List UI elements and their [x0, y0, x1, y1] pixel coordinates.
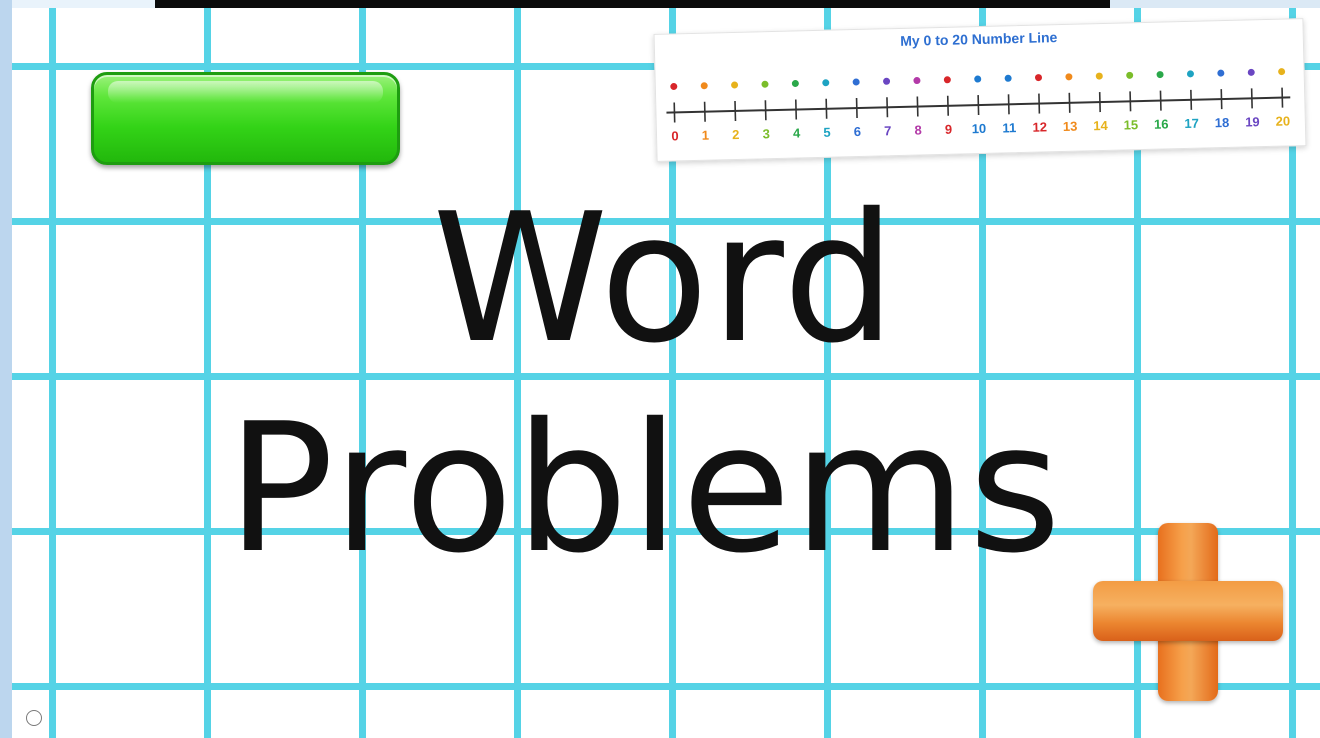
number-line-marker — [1005, 75, 1012, 82]
number-line-label: 15 — [1123, 117, 1139, 133]
number-line-marker — [701, 82, 708, 89]
number-line-label: 4 — [792, 125, 801, 141]
number-line-label: 12 — [1032, 119, 1048, 135]
number-line-marker — [913, 77, 920, 84]
number-line-label: 2 — [732, 126, 740, 143]
number-line-label: 8 — [914, 122, 922, 138]
number-line-title: My 0 to 20 Number Line — [900, 29, 1058, 49]
number-line-marker — [883, 78, 890, 85]
left-edge-strip — [0, 0, 12, 738]
number-line-marker — [1187, 70, 1194, 77]
image-credit — [22, 698, 182, 730]
number-line-label: 0 — [671, 128, 679, 144]
number-line-graphic — [655, 19, 1306, 161]
number-line-label: 11 — [1002, 120, 1017, 136]
number-line-label: 9 — [944, 121, 953, 137]
number-line-label: 20 — [1275, 113, 1291, 129]
credit-logo-icon — [26, 710, 42, 726]
green-button[interactable] — [91, 72, 400, 165]
plus-icon — [1093, 523, 1283, 701]
number-line-marker — [1096, 72, 1103, 79]
number-line-marker — [974, 75, 981, 82]
number-line-label: 10 — [971, 120, 987, 137]
number-line-label: 13 — [1062, 118, 1078, 134]
number-line-label: 18 — [1214, 114, 1230, 131]
number-line-label: 6 — [853, 123, 862, 140]
number-line-marker — [1156, 71, 1163, 78]
number-line-marker — [853, 78, 860, 85]
number-line-marker — [1035, 74, 1042, 81]
number-line-marker — [792, 80, 799, 87]
number-line-label: 14 — [1093, 117, 1108, 134]
plus-horizontal-bar — [1093, 581, 1283, 641]
number-line-label: 7 — [883, 123, 892, 139]
number-line-label: 5 — [823, 124, 831, 140]
number-line-label: 1 — [701, 127, 710, 143]
number-line-marker — [1126, 72, 1133, 79]
number-line-marker — [822, 79, 829, 86]
number-line-marker — [1248, 69, 1255, 76]
number-line-marker — [731, 81, 738, 88]
number-line-marker — [761, 81, 768, 88]
credit-row — [22, 710, 46, 726]
top-black-bar — [155, 0, 1110, 8]
number-line-marker — [1065, 73, 1072, 80]
number-line-marker — [1217, 70, 1224, 77]
number-line-marker — [1278, 68, 1285, 75]
number-line-label: 16 — [1153, 116, 1169, 132]
number-line-label: 19 — [1245, 114, 1260, 130]
top-left-edge — [12, 0, 155, 8]
title-problems: Problems — [226, 385, 1064, 592]
number-line-label: 3 — [762, 126, 771, 142]
title-word: Word — [432, 175, 898, 382]
number-line-card — [654, 18, 1307, 162]
number-line-label: 17 — [1184, 115, 1200, 132]
top-right-edge — [1110, 0, 1320, 8]
number-line-marker — [944, 76, 951, 83]
number-line-marker — [670, 83, 677, 90]
